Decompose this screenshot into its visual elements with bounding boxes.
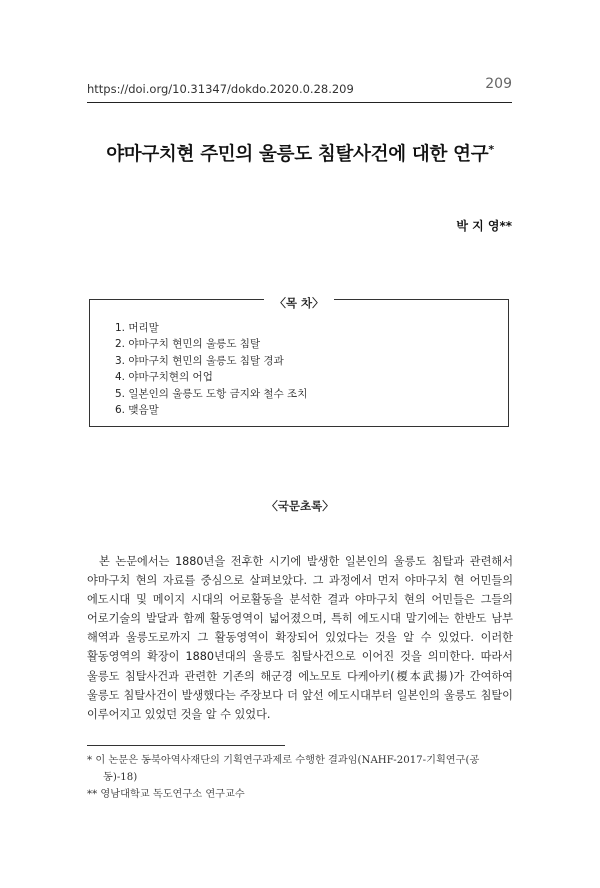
paper-title [0,140,600,166]
toc-list [115,320,307,418]
abstract-heading: 〈국문초록〉 [266,499,334,513]
toc-item: 3. 야마구치 현민의 울릉도 침탈 경과 [115,354,284,367]
toc-item: 4. 야마구치현의 어업 [115,371,213,384]
toc-heading [90,292,508,311]
title-footnote-mark: * [488,142,494,156]
author-name: 박 지 영** [456,219,512,233]
toc-item: 5. 일본인의 울릉도 도항 금지와 철수 조치 [115,387,308,400]
footnote-funding: * 이 논문은 동북아역사재단의 기획연구과제로 수행한 결과임(NAHF-2017-기획연구(공동)-18) [87,755,480,783]
toc-item: 1. 머리말 [115,322,159,334]
doi-link[interactable]: https://doi.org/10.31347/dokdo.2020.0.28.209 [87,82,354,96]
toc-item: 2. 야마구치 현민의 울릉도 침탈 [115,338,261,351]
toc-item: 6. 맺음말 [115,404,159,417]
abstract-body: 본 논문에서는 1880년을 전후한 시기에 발생한 일본인의 울릉도 침탈과 관련해서 야마구치 현의 자료를 중심으로 살펴보았다. 그 과정에서 먼저 야마구치 현 어민들의 에도시대 및 메이지 시대의 어로활동을 분석한 결과 야마구치 현의 어민들은 그들의 어로기술의 발달과 함께 활동영역이 넓어졌으며, 특히 에도시대 말기에는 한반도 남부 해역과 울릉도로까지 그 활동영역이 확장되어 있었다는 것을 알 수 있었다. 이러한 활동영역의 확장이 1880년대의 울릉도 침탈사건으로 이어진 것을 의미한다. 따라서 울릉도 침탈사건과 관련한 기존의 해군경 에노모토 다케아키(榎本武揚)가 간여하여 울릉도 침탈사건이 발생했다는 주장보다 더 앞선 에도시대부터 일본인의 울릉도 침탈이 이루어지고 있었던 것을 알 수 있었다. [87,555,513,721]
paper-title-text: 야마구치현 주민의 울릉도 침탈사건에 대한 연구 [106,144,489,165]
footnote-rule [87,745,285,746]
header-rule [87,102,512,103]
footnote-affiliation: ** 영남대학교 독도연구소 연구교수 [87,789,245,800]
page-number: 209 [485,76,512,92]
toc-heading-label: 〈목 차〉 [264,296,333,310]
footnotes [87,752,513,803]
toc-box [89,296,509,427]
